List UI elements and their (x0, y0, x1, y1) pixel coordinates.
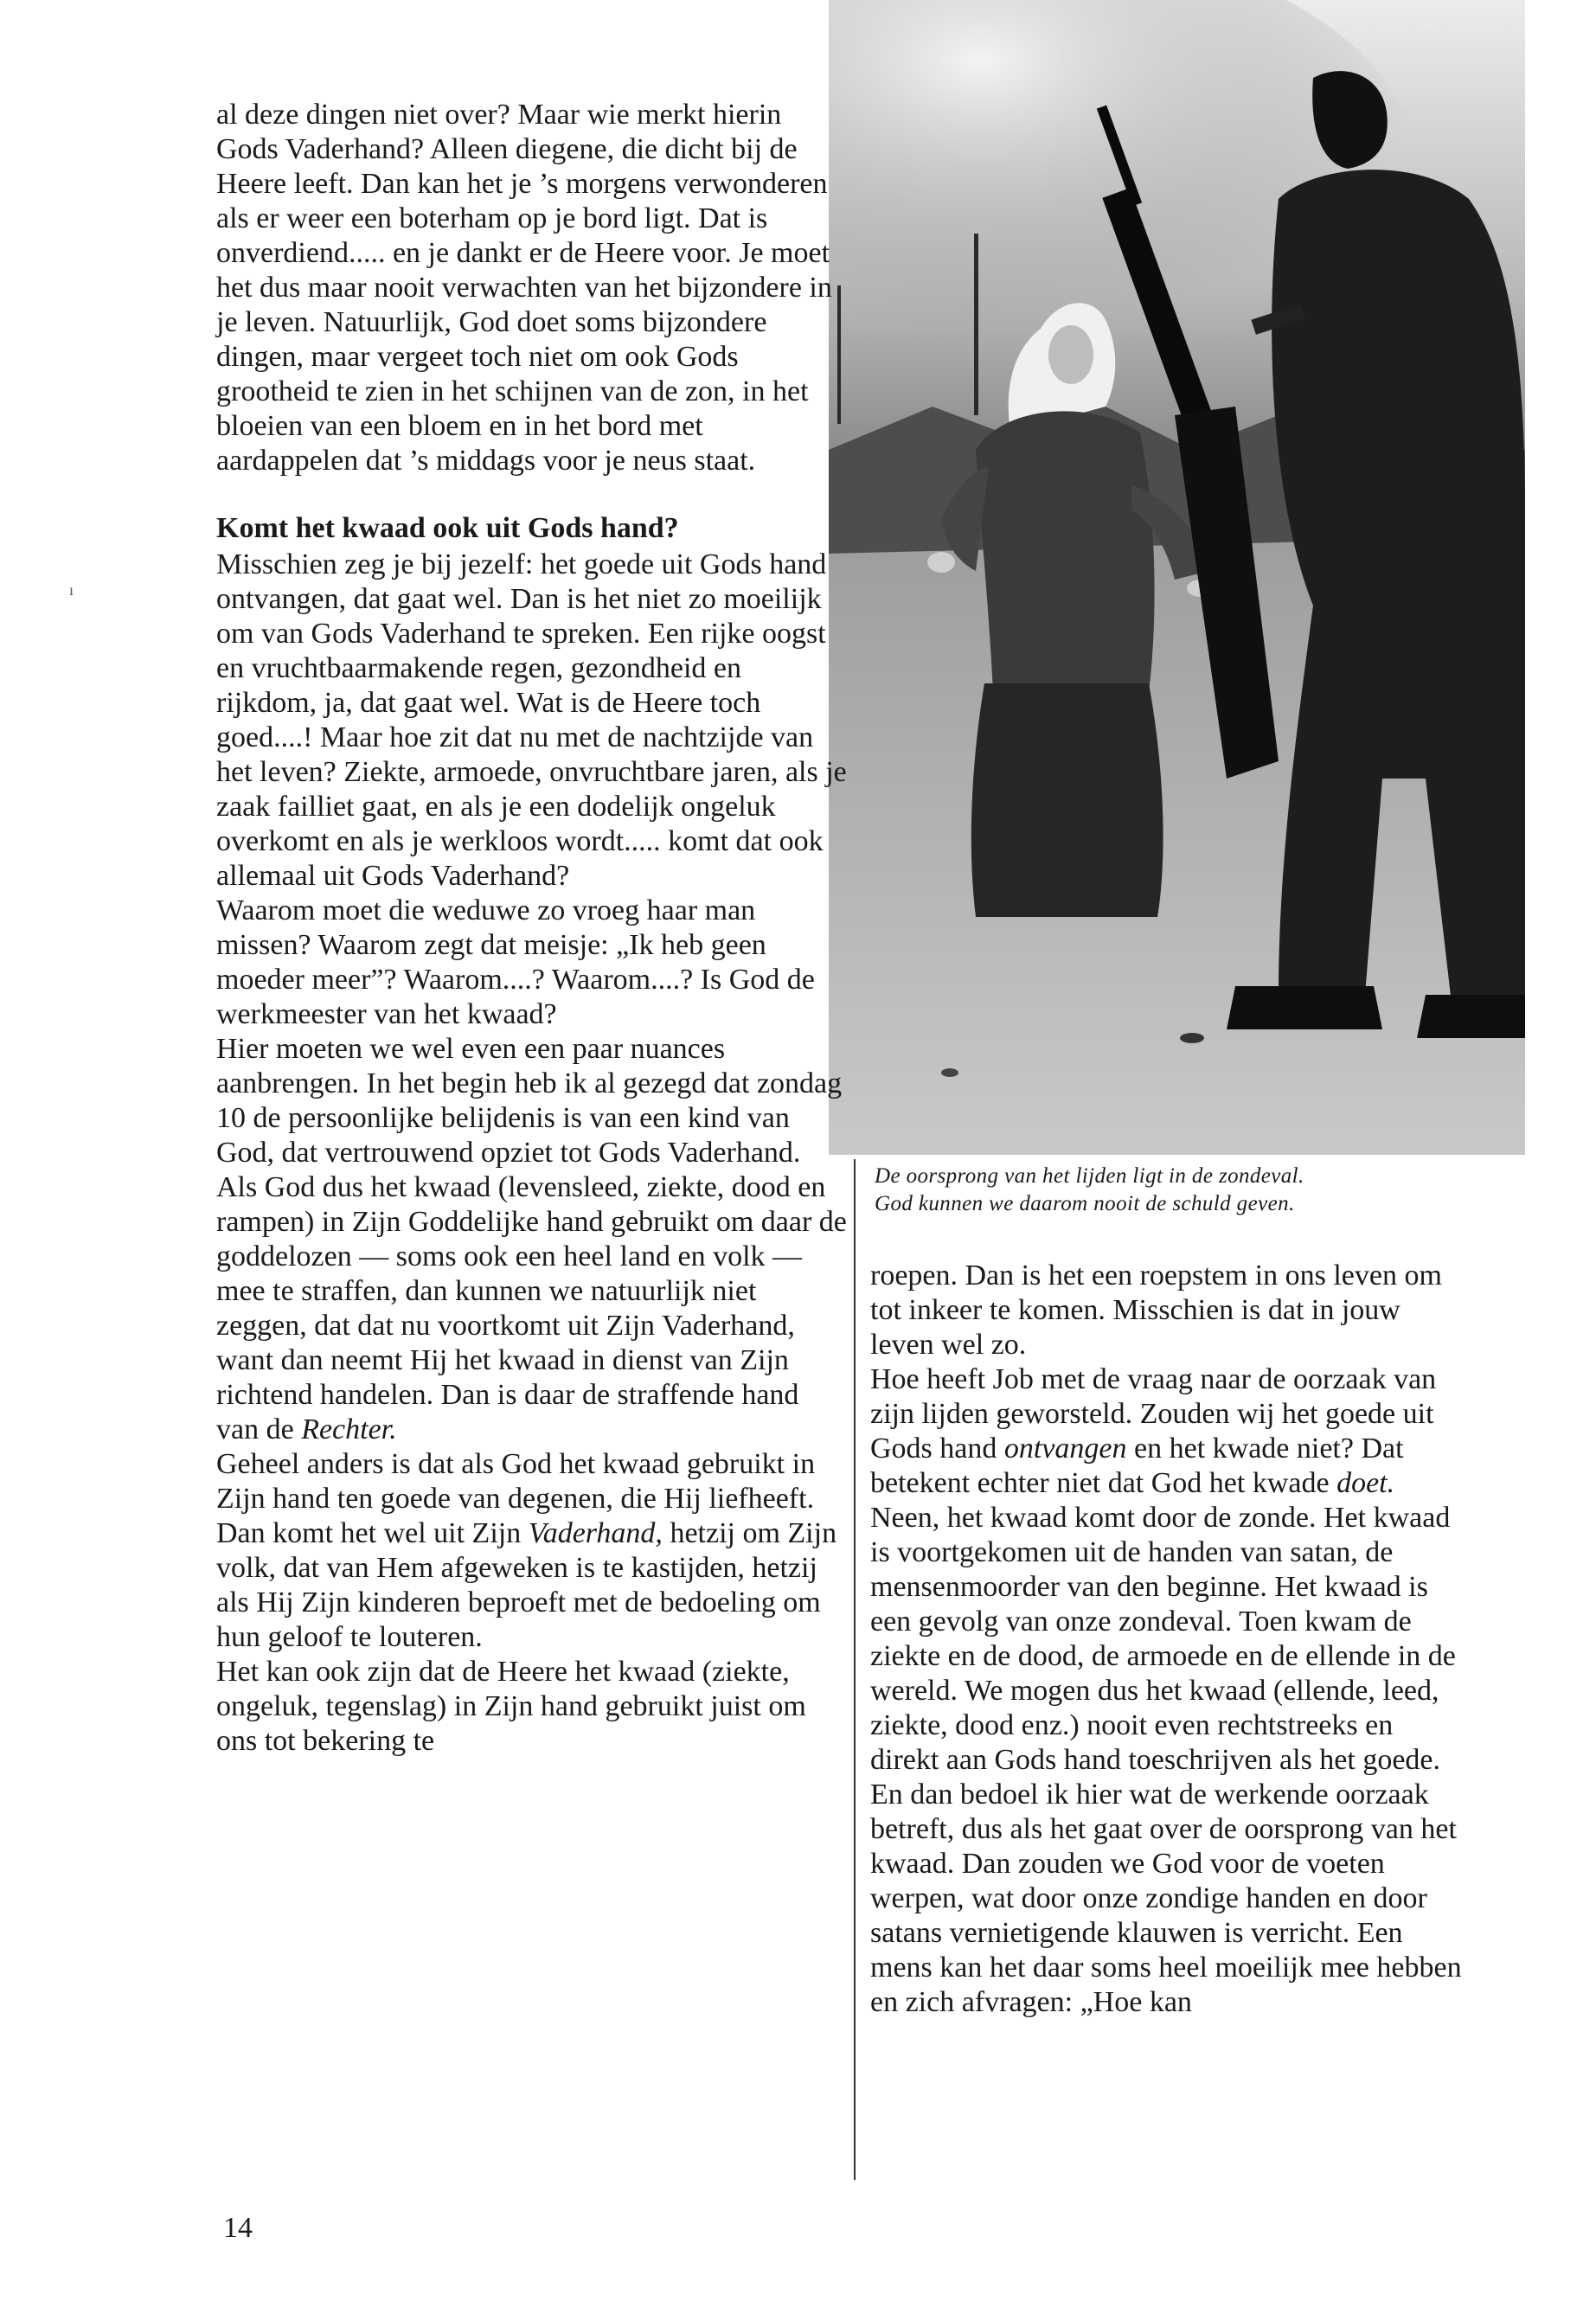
paragraph-1: Misschien zeg je bij jezelf: het goede uit Gods hand ontvangen, dat gaat wel. Dan is het niet zo moeilijk om van Gods Vaderhand te spreken. Een rijke oogst en vruchtbaarmakende regen, gezondheid en rijkdom, ja, dat gaat wel. Wat is de Heere toch goed....! Maar hoe zit dat nu met de nachtzijde van het leven? Ziekte, armoede, onvruchtbare jaren, als je zaak failliet gaat, en als je een dodelijk ongeluk overkomt en als je werkloos wordt..... komt dat ook allemaal uit Gods Vaderhand? (216, 548, 847, 892)
paragraph-3: Hier moeten we wel even een paar nuances aanbrengen. In het begin heb ik al gezegd dat zondag 10 de persoonlijke belijdenis is van een kind van God, dat vertrouwend opziet tot Gods Vaderhand. (216, 1033, 843, 1169)
left-text-column (216, 98, 848, 1759)
paragraph-5-emphasis: Vaderhand, (528, 1517, 663, 1549)
paragraph-4-emphasis: Rechter. (301, 1413, 397, 1445)
paragraph-5 (216, 1447, 848, 1655)
paragraph-5-rest: hetzij om Zijn volk, dat van Hem afgeweken is te kastijden, hetzij als Hij Zijn kinderen beproeft met de bedoeling om hun geloof te louteren. (216, 1517, 837, 1653)
paragraph-4-text: Als God dus het kwaad (levensleed, ziekte, dood en rampen) in Zijn Goddelijke hand gebruikt om daar de goddelozen — soms ook een heel land en volk — mee te straffen, dan kunnen we natuurlijk niet zeggen, dat dat nu voortkomt uit Zijn Vaderhand, want dan neemt Hij het kwaad in dienst van Zijn richtend handelen. Dan is daar de straffende hand van de (216, 1171, 847, 1445)
section-heading: Komt het kwaad ook uit Gods hand? (216, 512, 679, 544)
paragraph-2: Waarom moet die weduwe zo vroeg haar man missen? Waarom zegt dat meisje: „Ik heb geen moeder meer”? Waarom....? Waarom....? Is God de werkmeester van het kwaad? (216, 894, 815, 1030)
photo (829, 0, 1525, 1155)
margin-mark: ı (69, 581, 74, 599)
caption-line-2: God kunnen we daarom nooit de schuld geven. (875, 1192, 1295, 1215)
photo-illustration (829, 0, 1525, 1155)
right-paragraph-2-emphasis-2: doet. (1336, 1467, 1395, 1499)
paragraph-4 (216, 1170, 848, 1447)
right-paragraph-2-emphasis-1: ontvangen (1003, 1433, 1127, 1465)
right-text-column (870, 1259, 1467, 2020)
paragraph-6: Het kan ook zijn dat de Heere het kwaad (ziekte, ongeluk, tegenslag) in Zijn hand gebruikt juist om ons tot bekering te (216, 1656, 806, 1757)
right-paragraph-2-c: Neen, het kwaad komt door de zonde. Het kwaad is voortgekomen uit de handen van satan, de mensenmoorder van den beginne. Het kwaad is een gevolg van onze zondeval. Toen kwam de ziekte en de dood, de armoede en de ellende in de wereld. We mogen dus het kwaad (ellende, leed, ziekte, dood enz.) nooit even rechtstreeks en direkt aan Gods hand toeschrijven als het goede. En dan bedoel ik hier wat de werkende oorzaak betreft, dus als het gaat over de oorsprong van het kwaad. Dan zouden we God voor de voeten werpen, wat door onze zondige handen en door satans vernietigende klauwen is verricht. Een mens kan het daar soms heel moeilijk mee hebben en zich afvragen: „Hoe kan (870, 1502, 1462, 2018)
right-paragraph-2 (870, 1362, 1467, 2020)
paragraph-5-text: Geheel anders is dat als God het kwaad gebruikt in Zijn hand ten goede van degenen, die Hij liefheeft. Dan komt het wel uit Zijn (216, 1448, 816, 1549)
right-paragraph-1: roepen. Dan is het een roepstem in ons leven om tot inkeer te komen. Misschien is dat in jouw leven wel zo. (870, 1259, 1442, 1361)
right-paragraph-2-a: Hoe heeft Job met de vraag naar de oorzaak van zijn lijden geworsteld. Zouden wij het goede uit Gods hand (870, 1363, 1437, 1465)
photo-caption (875, 1163, 1480, 1218)
page-number: 14 (223, 2212, 253, 2244)
column-divider (854, 1159, 856, 2180)
right-paragraph-2-b: en het kwade niet? Dat betekent echter niet dat God het kwade (870, 1433, 1404, 1499)
intro-paragraph: al deze dingen niet over? Maar wie merkt hierin Gods Vaderhand? Alleen diegene, die dicht bij de Heere leeft. Dan kan het je ’s morgens verwonderen als er weer een boterham op je bord ligt. Dat is onverdiend..... en je dankt er de Heere voor. Je moet het dus maar nooit verwachten van het bijzondere in je leven. Natuurlijk, God doet soms bijzondere dingen, maar vergeet toch niet om ook Gods grootheid te zien in het schijnen van de zon, in het bloeien van een bloem en in het bord met aardappelen dat ’s middags voor je neus staat. (216, 99, 832, 477)
caption-line-1: De oorsprong van het lijden ligt in de zondeval. (875, 1164, 1304, 1188)
